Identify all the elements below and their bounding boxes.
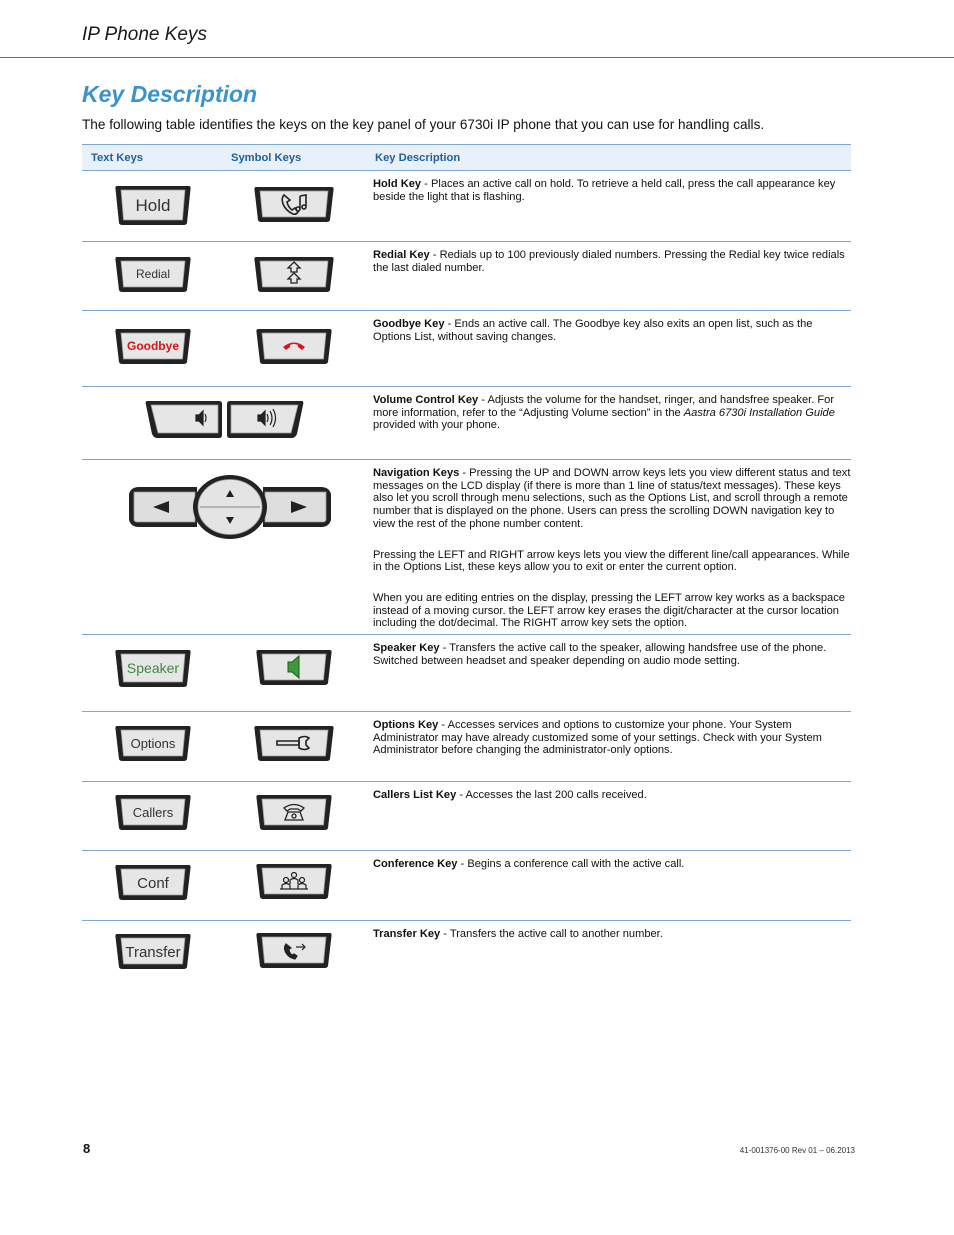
document-id: 41-001376-00 Rev 01 – 06.2013 xyxy=(739,1146,855,1155)
description-cell xyxy=(370,851,851,921)
symbol-key-cell xyxy=(222,921,370,979)
volume-key-cell xyxy=(82,387,370,460)
col-header-symbol-keys: Symbol Keys xyxy=(222,145,370,171)
goodbye-key-label: Goodbye xyxy=(126,339,180,353)
goodbye-symbol-key[interactable] xyxy=(255,326,333,366)
description-cell xyxy=(370,712,851,782)
description-cell xyxy=(370,460,851,635)
intro-paragraph: The following table identifies the keys on the key panel of your 6730i IP phone that you can use for handling calls. xyxy=(82,117,765,132)
page-number: 8 xyxy=(83,1141,91,1156)
description-cell xyxy=(370,311,851,387)
text-key-cell xyxy=(82,242,222,311)
text-key-cell xyxy=(82,851,222,921)
col-header-key-description: Key Description xyxy=(370,145,851,171)
table-row xyxy=(82,242,851,311)
table-row xyxy=(82,635,851,712)
text-key-cell xyxy=(82,712,222,782)
key-description: - Accesses services and options to customize your phone. Your System Administrator may have already customized some of your settings. Check with your System Administrator before changing the administrator-only options. xyxy=(373,719,822,757)
key-name: Speaker Key xyxy=(373,642,440,654)
table-row xyxy=(82,311,851,387)
key-description-table xyxy=(82,144,851,979)
key-name: Options Key xyxy=(373,719,439,731)
key-name: Redial Key xyxy=(373,249,430,261)
description-cell xyxy=(370,635,851,712)
table-header-row xyxy=(82,145,851,171)
speaker-key-label: Speaker xyxy=(126,660,180,676)
page-title: Key Description xyxy=(82,81,258,107)
options-key[interactable] xyxy=(114,723,192,763)
key-name: Navigation Keys xyxy=(373,467,460,479)
key-description: - Places an active call on hold. To retrieve a held call, press the call appearance key beside the light that is flashing. xyxy=(373,178,836,203)
symbol-key-cell xyxy=(222,635,370,712)
text-key-cell xyxy=(82,635,222,712)
redial-symbol-key[interactable] xyxy=(253,254,335,294)
key-name: Hold Key xyxy=(373,178,422,190)
section-header: IP Phone Keys xyxy=(82,24,207,45)
key-description: - Transfers the active call to the speaker, allowing handsfree use of the phone. Switched between headset and speaker depending on audio mode setting. xyxy=(373,642,827,667)
navigation-key-cell xyxy=(82,460,370,635)
symbol-key-cell xyxy=(222,242,370,311)
key-description: - Adjusts the volume for the handset, ringer, and handsfree speaker. For more information, refer to the “Adjusting Volume section” in the xyxy=(373,394,835,419)
transfer-key-label: Transfer xyxy=(125,944,181,961)
header-rule xyxy=(0,57,954,58)
description-cell xyxy=(370,387,851,460)
key-description: - Ends an active call. The Goodbye key also exits an open list, such as the Options List, without saving changes. xyxy=(373,318,813,343)
callers-key-label: Callers xyxy=(132,805,174,820)
speaker-key[interactable] xyxy=(114,647,192,689)
description-cell xyxy=(370,242,851,311)
key-name: Callers List Key xyxy=(373,789,457,801)
callers-key[interactable] xyxy=(114,792,192,832)
key-description: - Redials up to 100 previously dialed numbers. Pressing the Redial key twice redials the last dialed number. xyxy=(373,249,845,274)
key-description: - Accesses the last 200 calls received. xyxy=(456,789,647,801)
description-cell xyxy=(370,782,851,851)
speaker-symbol-key[interactable] xyxy=(255,647,333,687)
key-name: Transfer Key xyxy=(373,928,441,940)
conf-key-label: Conf xyxy=(137,875,169,892)
table-row xyxy=(82,171,851,242)
key-description-italic: Aastra 6730i Installation Guide xyxy=(683,406,835,419)
navigation-paragraph-3: When you are editing entries on the display, pressing the LEFT arrow key works as a backspace instead of a moving cursor. the LEFT arrow key erases the digit/character at the cursor location including the dot/decimal. The RIGHT arrow key sets the option. xyxy=(373,591,845,630)
table-row xyxy=(82,387,851,460)
key-name: Goodbye Key xyxy=(373,318,445,330)
text-key-cell xyxy=(82,171,222,242)
key-description: - Transfers the active call to another number. xyxy=(440,928,663,940)
key-description-tail: provided with your phone. xyxy=(373,419,501,432)
hold-symbol-key[interactable] xyxy=(253,184,335,224)
table-row xyxy=(82,460,851,635)
key-name: Volume Control Key xyxy=(373,394,479,406)
volume-control-keys[interactable] xyxy=(145,398,305,440)
redial-key-label: Redial xyxy=(135,267,171,281)
description-cell xyxy=(370,171,851,242)
symbol-key-cell xyxy=(222,712,370,782)
conf-symbol-key[interactable] xyxy=(255,861,333,901)
callers-symbol-key[interactable] xyxy=(255,792,333,832)
hold-key[interactable] xyxy=(114,183,192,227)
symbol-key-cell xyxy=(222,851,370,921)
transfer-symbol-key[interactable] xyxy=(255,930,333,970)
navigation-keys[interactable] xyxy=(125,474,335,540)
text-key-cell xyxy=(82,782,222,851)
table-row xyxy=(82,921,851,979)
col-header-text-keys: Text Keys xyxy=(82,145,222,171)
navigation-paragraph-1 xyxy=(373,467,851,531)
transfer-key[interactable] xyxy=(114,931,192,971)
goodbye-key[interactable] xyxy=(114,326,192,366)
table-row xyxy=(82,712,851,782)
options-key-label: Options xyxy=(130,736,176,751)
options-symbol-key[interactable] xyxy=(253,723,335,763)
symbol-key-cell xyxy=(222,311,370,387)
description-cell xyxy=(370,921,851,979)
text-key-cell xyxy=(82,311,222,387)
key-name: Conference Key xyxy=(373,858,458,870)
conf-key[interactable] xyxy=(114,862,192,902)
key-description: - Begins a conference call with the active call. xyxy=(457,858,685,870)
symbol-key-cell xyxy=(222,171,370,242)
table-row xyxy=(82,782,851,851)
text-key-cell xyxy=(82,921,222,979)
table-row xyxy=(82,851,851,921)
key-description: - Pressing the UP and DOWN arrow keys lets you view different status and text messages on the LCD display (if there is more than 1 line of status/text messages). These keys also let you scroll through menu selections, such as the Options List, and scroll through a remote number that is displayed on the phone. Users can press the scrolling DOWN navigation key to view the rest of the phone number content. xyxy=(373,467,851,530)
redial-key[interactable] xyxy=(114,254,192,294)
navigation-paragraph-2: Pressing the LEFT and RIGHT arrow keys lets you view the different line/call appearances. While in the Options List, these keys allow you to exit or enter the current option. xyxy=(373,548,850,574)
symbol-key-cell xyxy=(222,782,370,851)
hold-key-label: Hold xyxy=(135,196,171,215)
